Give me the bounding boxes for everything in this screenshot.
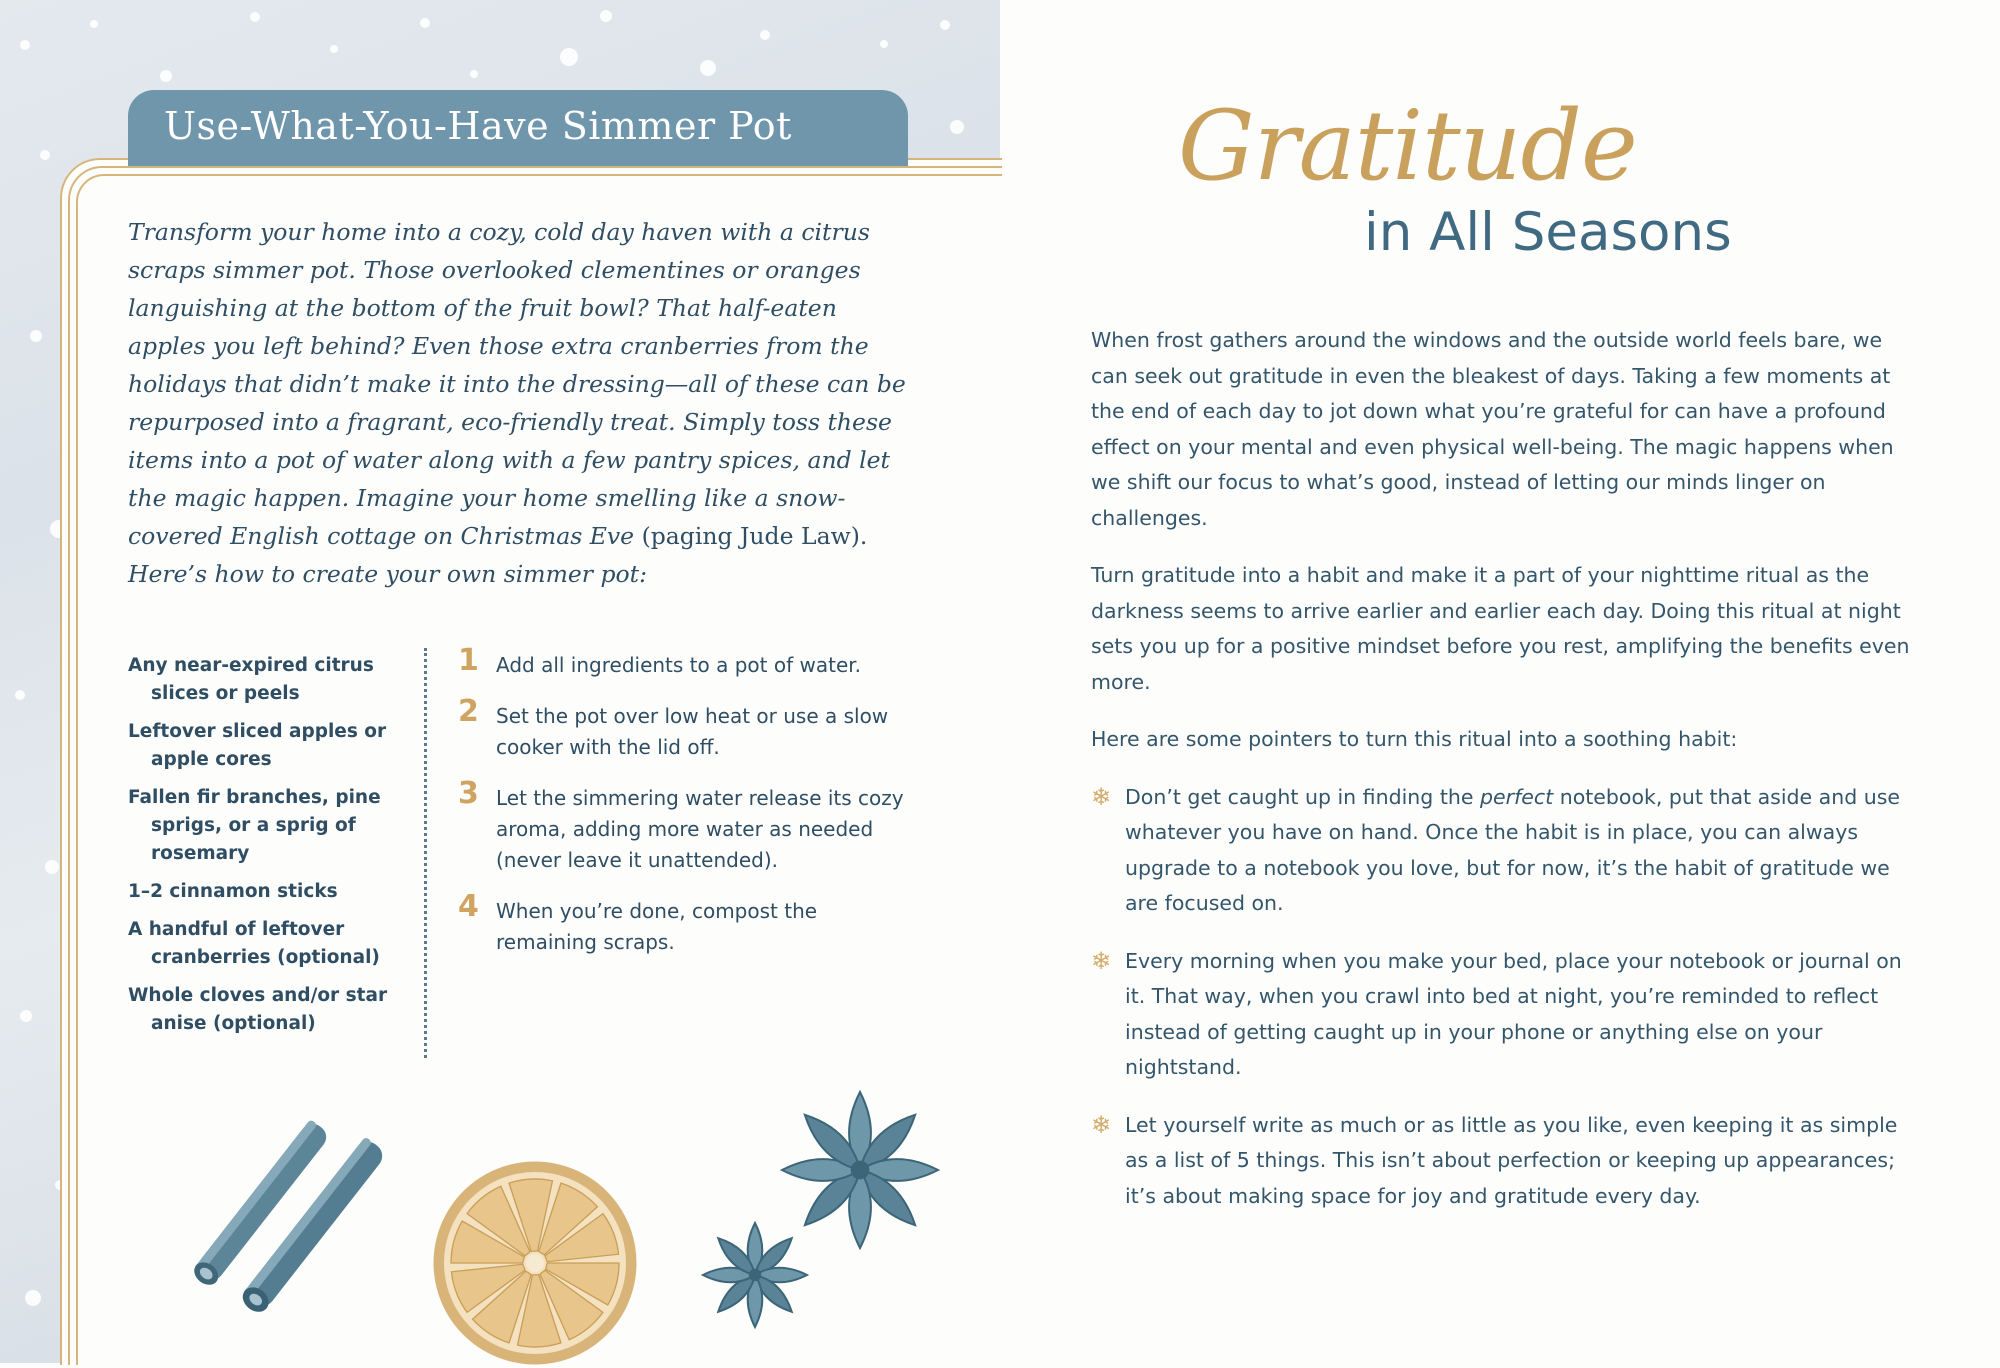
body-paragraph: When frost gathers around the windows and the outside world feels bare, we can seek out gratitude in even the bleakest of days. Taking a few moments at the end of each day to jot down what you’re grateful for can have a profound effect on your mental and even physical well-being. The magic happens when we shift our focus to what’s good, instead of letting our minds linger on challenges. <box>1091 328 1894 530</box>
pointer-item <box>1091 1108 1921 1215</box>
dotted-divider <box>424 648 427 1058</box>
step-item <box>458 889 908 958</box>
step-text: Set the pot over low heat or use a slow cooker with the lid off. <box>496 704 889 759</box>
snow-dot <box>20 1010 32 1022</box>
snow-dot <box>330 45 338 53</box>
step-text: When you’re done, compost the remaining scraps. <box>496 899 818 954</box>
step-item <box>458 643 908 681</box>
snow-dot <box>250 12 260 22</box>
snow-dot <box>20 40 30 50</box>
step-text: Add all ingredients to a pot of water. <box>496 653 861 677</box>
snow-dot <box>600 10 612 22</box>
snow-dot <box>560 48 578 66</box>
pointer-text-end: notebook, put that aside and use whatever you have on hand. Once the habit is in place, you can always upgrade to a notebook you love, but for now, it’s the habit of gratitude we are focused on. <box>1125 784 1901 915</box>
snow-dot <box>30 330 42 342</box>
intro-text-end: Here’s how to create your own simmer pot: <box>128 560 648 588</box>
snow-dot <box>15 690 25 700</box>
step-text: Let the simmering water release its cozy aroma, adding more water as needed (never leave it unattended). <box>496 786 904 872</box>
intro-aside: (paging Jude Law). <box>641 522 868 550</box>
pointer-text: Every morning when you make your bed, place your notebook or journal on it. That way, when you crawl into bed at night, you’re reminded to reflect instead of getting caught up in your phone or anything else on your nightstand. <box>1125 948 1902 1079</box>
ingredient-item: Whole cloves and/or star anise (optional) <box>128 985 388 1034</box>
anise-center <box>749 1269 761 1281</box>
step-number: 2 <box>458 694 479 729</box>
recipe-title: Use-What-You-Have Simmer Pot <box>164 104 792 148</box>
intro-paragraph <box>128 213 908 593</box>
pointer-item <box>1091 780 1921 922</box>
snow-dot <box>880 40 888 48</box>
ingredient-item: A handful of leftover cranberries (optional) <box>128 919 380 968</box>
snow-dot <box>940 20 950 30</box>
ingredient-item: Leftover sliced apples or apple cores <box>128 721 387 770</box>
step-list <box>458 643 908 978</box>
pointer-text: Don’t get caught up in finding the <box>1125 784 1480 809</box>
snowflake-icon: ❄ <box>1091 946 1112 975</box>
snow-dot <box>90 20 98 28</box>
snowflake-icon: ❄ <box>1091 1110 1112 1139</box>
orange-slice-icon <box>415 1158 655 1368</box>
gratitude-body <box>1091 323 1921 1236</box>
intro-text: Transform your home into a cozy, cold day haven with a citrus scraps simmer pot. Those overlooked clementines or oranges languishing at the bottom of the fruit bowl? That half-eaten apples you left behind? Even those extra cranberries from the holidays that didn’t make it into the dressing—all of these can be repurposed into a fragrant, eco-friendly treat. Simply toss these items into a pot of water along with a few pantry spices, and let the magic happen. Imagine your home smelling like a snow-covered English cottage on Christmas Eve <box>128 218 906 550</box>
snow-dot <box>160 70 172 82</box>
snow-dot <box>40 150 50 160</box>
gratitude-script-title: Gratitude <box>1178 90 1637 202</box>
snow-dot <box>420 18 430 28</box>
body-paragraph: Here are some pointers to turn this ritual into a soothing habit: <box>1091 727 1738 751</box>
ingredient-item: 1–2 cinnamon sticks <box>128 881 338 902</box>
pointer-emphasis: perfect <box>1479 784 1554 809</box>
snow-dot <box>470 70 478 78</box>
seasons-subtitle: in All Seasons <box>1364 202 1732 263</box>
snow-dot <box>760 30 770 40</box>
step-item <box>458 776 908 876</box>
pointer-list <box>1091 780 1921 1215</box>
step-number: 4 <box>458 889 479 924</box>
step-number: 3 <box>458 776 479 811</box>
snow-dot <box>700 60 716 76</box>
ingredient-item: Fallen fir branches, pine sprigs, or a sprig of rosemary <box>128 787 381 864</box>
snow-dot <box>45 860 59 874</box>
ingredient-item: Any near-expired citrus slices or peels <box>128 655 374 704</box>
body-paragraph: Turn gratitude into a habit and make it a part of your nighttime ritual as the darkness seems to arrive earlier and earlier each day. Doing this ritual at night sets you up for a positive mindset before you rest, amplifying the benefits even more. <box>1091 563 1910 694</box>
pointer-text: Let yourself write as much or as little as you like, even keeping it as simple as a list of 5 things. This isn’t about perfection or keeping up appearances; it’s about making space for joy and gratitude every day. <box>1125 1112 1898 1208</box>
step-item <box>458 694 908 763</box>
star-anise-icon <box>700 1080 940 1340</box>
snow-dot <box>25 1290 41 1306</box>
step-number: 1 <box>458 643 479 678</box>
snowflake-icon: ❄ <box>1091 782 1112 811</box>
anise-center <box>851 1161 870 1180</box>
cinnamon-sticks-icon <box>190 1110 410 1340</box>
ingredient-list <box>128 652 418 1048</box>
pointer-item <box>1091 944 1921 1086</box>
snow-dot <box>950 120 964 134</box>
